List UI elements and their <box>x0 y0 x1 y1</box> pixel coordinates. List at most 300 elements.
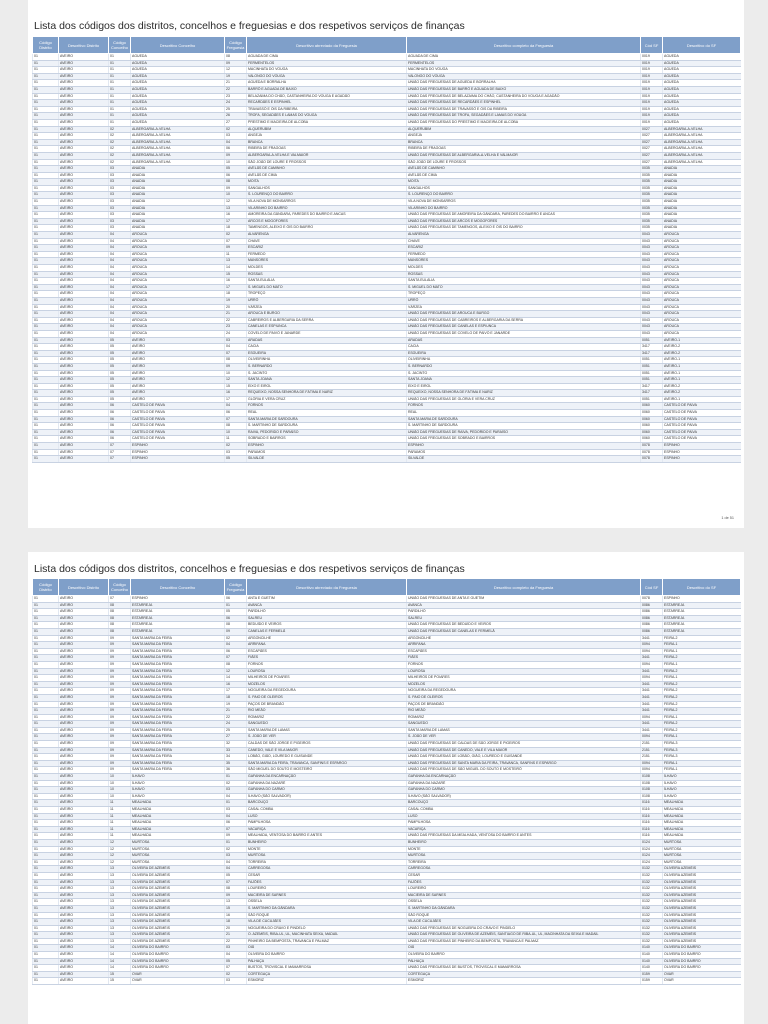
table-cell: AVEIRO <box>59 337 109 344</box>
table-cell: 01 <box>109 67 131 74</box>
table-cell: 01 <box>33 622 59 629</box>
table-row <box>33 284 741 291</box>
table-cell: SANGUEDO <box>247 721 407 728</box>
table-cell: TROFA, SEGADÃES E LAMAS DO VOUGA <box>247 113 407 120</box>
table-cell: 0043 <box>641 232 663 239</box>
table-cell: 0051 <box>641 396 663 403</box>
column-header: Código Distrito <box>33 37 59 54</box>
table-cell: UNIÃO DAS FREGUESIAS DE PINHEIRO DA BEMPOSTA, TRAVANCA E PALMAZ <box>407 938 641 945</box>
document-page-1 <box>28 0 744 528</box>
table-cell: 36 <box>225 767 247 774</box>
table-cell: 0132 <box>641 905 663 912</box>
table-cell: AVEIRO <box>59 807 109 814</box>
table-cell: 0060 <box>641 423 663 430</box>
table-cell: 01 <box>33 602 59 609</box>
table-cell: SANTA MARIA DA FEIRA <box>131 688 225 695</box>
table-cell: S. LOURENÇO DO BAIRRO <box>247 192 407 199</box>
table-cell: 07 <box>225 238 247 245</box>
table-row <box>33 965 741 972</box>
table-cell: 17 <box>225 284 247 291</box>
table-cell: 08 <box>225 622 247 629</box>
table-cell: 10 <box>109 793 131 800</box>
table-cell: FORNOS <box>247 661 407 668</box>
table-cell: 09 <box>109 655 131 662</box>
table-cell: FERMEDO <box>247 251 407 258</box>
table-cell: AVEIRO <box>131 363 225 370</box>
table-cell: 01 <box>33 668 59 675</box>
table-cell: UNIÃO DAS FREGUESIAS DE TRAVASSÔ E ÓIS DA RIBEIRA <box>407 106 641 113</box>
table-cell: 05 <box>109 390 131 397</box>
table-cell: SANTA MARIA DE SARDOURA <box>407 416 641 423</box>
table-row <box>33 839 741 846</box>
table-cell: 0140 <box>641 945 663 952</box>
table-cell: 0035 <box>641 199 663 206</box>
table-row <box>33 199 741 206</box>
table-cell: AVEIRO <box>59 892 109 899</box>
table-cell: 12 <box>109 859 131 866</box>
table-cell: AROUCA <box>663 324 741 331</box>
table-cell: AVEIRO <box>59 357 109 364</box>
table-cell: OLIVEIRINHA <box>247 357 407 364</box>
table-row <box>33 350 741 357</box>
table-cell: AVEIRO <box>59 86 109 93</box>
table-cell: SANTA MARIA DE LAMAS <box>407 727 641 734</box>
table-cell: ROMARIZ <box>407 714 641 721</box>
table-cell: 06 <box>109 423 131 430</box>
table-cell: GAFANHA DA ENCARNAÇÃO <box>407 774 641 781</box>
table-cell: MEALHADA <box>131 826 225 833</box>
table-cell: ANADIA <box>131 212 225 219</box>
table-cell: 01 <box>33 688 59 695</box>
table-cell: 01 <box>33 648 59 655</box>
table-cell: AVEIRO <box>59 661 109 668</box>
table-cell: BRANCA <box>407 139 641 146</box>
table-cell: PARAMOS <box>247 449 407 456</box>
table-cell: 0051 <box>641 370 663 377</box>
table-cell: 0086 <box>641 602 663 609</box>
table-cell: EIXO E EIROL <box>247 383 407 390</box>
table-cell: 01 <box>33 324 59 331</box>
table-cell: MACIEIRA DE SARNES <box>247 892 407 899</box>
table-cell: REQUEIXO, NOSSA SENHORA DE FÁTIMA E NARIZ <box>247 390 407 397</box>
table-cell: 03 <box>109 179 131 186</box>
table-cell: 09 <box>109 681 131 688</box>
table-row <box>33 67 741 74</box>
table-cell: URRÔ <box>407 297 641 304</box>
table-cell: AROUCA <box>663 311 741 318</box>
table-cell: 0116 <box>641 833 663 840</box>
table-cell: 01 <box>33 396 59 403</box>
table-row <box>33 971 741 978</box>
table-cell: 04 <box>109 245 131 252</box>
table-cell: 18 <box>225 225 247 232</box>
table-row <box>33 80 741 87</box>
table-cell: 0035 <box>641 218 663 225</box>
table-cell: ANGEJA <box>407 133 641 140</box>
table-cell: FEIRA-2 <box>663 721 741 728</box>
table-cell: 04 <box>109 258 131 265</box>
table-cell: 0159 <box>641 978 663 985</box>
table-cell: 02 <box>225 780 247 787</box>
table-cell: AVEIRO <box>59 925 109 932</box>
table-cell: FORNOS <box>247 403 407 410</box>
table-cell: 04 <box>225 952 247 959</box>
table-cell: ALBERGARIA-A-VELHA <box>131 152 225 159</box>
table-cell: AVEIRO <box>59 971 109 978</box>
table-row <box>33 106 741 113</box>
table-cell: 01 <box>33 212 59 219</box>
table-cell: UNIÃO DAS FREGUESIAS DE NOGUEIRA DO CRAVO E PINDELO <box>407 925 641 932</box>
table-cell: AVEIRO <box>59 635 109 642</box>
table-cell: 23 <box>225 324 247 331</box>
table-row <box>33 146 741 153</box>
table-cell: AVEIRO <box>59 429 109 436</box>
table-row <box>33 919 741 926</box>
table-cell: ÍLHAVO <box>131 787 225 794</box>
table-cell: OLIVEIRA DO BAIRRO <box>663 958 741 965</box>
table-cell: ANADIA <box>131 166 225 173</box>
table-cell: AGUEDA <box>663 93 741 100</box>
table-cell: MACIEIRA DE SARNES <box>407 892 641 899</box>
table-cell: OLIVEIRA DE AZEMÉIS <box>131 866 225 873</box>
table-cell: 01 <box>33 846 59 853</box>
table-cell: MEALHADA <box>663 820 741 827</box>
table-cell: 13 <box>225 258 247 265</box>
table-row <box>33 859 741 866</box>
table-row <box>33 642 741 649</box>
table-cell: AVEIRO <box>59 754 109 761</box>
table-cell: CANELAS E ESPIUNCA <box>247 324 407 331</box>
table-cell: ANADIA <box>663 199 741 206</box>
table-cell: 0043 <box>641 311 663 318</box>
table-cell: CASTELO DE PAIVA <box>131 410 225 417</box>
table-cell: ALBERGARIA-A-VELHA <box>131 139 225 146</box>
table-cell: 01 <box>33 185 59 192</box>
table-row <box>33 833 741 840</box>
table-cell: 0043 <box>641 324 663 331</box>
table-cell: AVEIRO <box>59 899 109 906</box>
table-cell: CASAL COMBA <box>407 807 641 814</box>
table-row <box>33 93 741 100</box>
table-cell: 0019 <box>641 93 663 100</box>
table-cell: 01 <box>33 225 59 232</box>
table-row <box>33 628 741 635</box>
table-cell: 01 <box>33 390 59 397</box>
table-cell: AVEIRO <box>59 787 109 794</box>
table-cell: 01 <box>33 370 59 377</box>
table-cell: S. MARTINHO DA GÂNDARA <box>407 905 641 912</box>
table-cell: 01 <box>33 278 59 285</box>
table-row <box>33 807 741 814</box>
table-cell: CORTEGAÇA <box>407 971 641 978</box>
table-cell: AVEIRO <box>59 774 109 781</box>
table-cell: AVEIRO <box>59 905 109 912</box>
table-cell: ANADIA <box>131 185 225 192</box>
table-row <box>33 218 741 225</box>
table-cell: AROUCA <box>131 291 225 298</box>
column-header: Descritivo Distrito <box>59 37 109 54</box>
table-cell: PARDILHÓ <box>247 609 407 616</box>
table-cell: ESTARREJA <box>131 615 225 622</box>
table-cell: ALBERGARIA-A-VELHA <box>663 146 741 153</box>
table-cell: AVEIRO <box>59 304 109 311</box>
table-cell: 0027 <box>641 159 663 166</box>
table-cell: AGUEDA <box>663 86 741 93</box>
table-cell: AVEIRO <box>59 225 109 232</box>
table-cell: ESTARREJA <box>131 628 225 635</box>
table-cell: 04 <box>225 866 247 873</box>
table-row <box>33 661 741 668</box>
table-cell: ANADIA <box>663 179 741 186</box>
table-cell: VILA NOVA DE MONSARROS <box>247 199 407 206</box>
table-cell: 0043 <box>641 304 663 311</box>
table-cell: 3441 <box>641 721 663 728</box>
table-cell: 01 <box>109 93 131 100</box>
table-cell: AVEIRO <box>59 708 109 715</box>
table-cell: AGUADA DE CIMA <box>407 54 641 61</box>
table-cell: AVEIRO <box>59 344 109 351</box>
table-cell: FERMENTELOS <box>407 60 641 67</box>
table-row <box>33 100 741 107</box>
table-cell: 35 <box>225 760 247 767</box>
table-cell: ÍLHAVO <box>663 780 741 787</box>
table-cell: AVEIRO <box>59 232 109 239</box>
table-cell: 01 <box>33 701 59 708</box>
table-cell: AVEIRO <box>59 714 109 721</box>
table-row <box>33 800 741 807</box>
table-cell: 01 <box>33 126 59 133</box>
table-cell: 14 <box>109 952 131 959</box>
table-cell: 03 <box>225 853 247 860</box>
table-cell: 01 <box>109 60 131 67</box>
table-cell: 03 <box>109 192 131 199</box>
table-cell: UNIÃO DAS FREGUESIAS DE AMOREIRA DA GÂNDARA, PAREDES DO BAIRRO E ANCAS <box>407 212 641 219</box>
table-row <box>33 760 741 767</box>
table-cell: OVAR <box>131 971 225 978</box>
column-header: Cód SF <box>641 579 663 596</box>
table-cell: OLIVEIRA DE AZEMÉIS <box>131 919 225 926</box>
table-cell: 0094 <box>641 648 663 655</box>
table-row <box>33 648 741 655</box>
table-cell: CASTELO DE PAIVA <box>663 436 741 443</box>
table-cell: S. LOURENÇO DO BAIRRO <box>407 192 641 199</box>
table-cell: 0035 <box>641 192 663 199</box>
table-row <box>33 304 741 311</box>
table-cell: 0019 <box>641 86 663 93</box>
table-cell: TROPEÇO <box>407 291 641 298</box>
table-cell: 05 <box>109 370 131 377</box>
table-cell: 13 <box>109 879 131 886</box>
table-cell: AROUCA <box>663 271 741 278</box>
table-cell: S. JACINTO <box>407 370 641 377</box>
table-cell: 0086 <box>641 609 663 616</box>
table-cell: 01 <box>33 54 59 61</box>
table-row <box>33 271 741 278</box>
table-cell: AVEIRO-1 <box>663 377 741 384</box>
table-cell: REAL <box>247 410 407 417</box>
table-cell: 07 <box>109 443 131 450</box>
table-cell: OLIVEIRA DO BAIRRO <box>131 958 225 965</box>
table-cell: ESPINHO <box>407 443 641 450</box>
table-cell: SILVALDE <box>247 456 407 463</box>
table-cell: AVELÃS DE CAMINHO <box>247 166 407 173</box>
table-cell: ALBERGARIA-A-VELHA <box>663 159 741 166</box>
table-cell: 0132 <box>641 912 663 919</box>
table-cell: 12 <box>109 846 131 853</box>
table-cell: ROSSAS <box>247 271 407 278</box>
table-cell: FEIRA-1 <box>663 767 741 774</box>
table-cell: 01 <box>33 245 59 252</box>
table-cell: UNIÃO DAS FREGUESIAS DE LOBÃO, GIÃO, LOUREDO E GUISANDE <box>407 754 641 761</box>
table-cell: 21 <box>225 932 247 939</box>
table-cell: 01 <box>33 628 59 635</box>
table-body <box>33 54 741 463</box>
table-row <box>33 205 741 212</box>
table-cell: 01 <box>33 258 59 265</box>
table-cell: 01 <box>33 734 59 741</box>
table-cell: UNIÃO DAS FREGUESIAS DE CANELAS E ESPIUNCA <box>407 324 641 331</box>
table-row <box>33 238 741 245</box>
table-cell: CASTELO DE PAIVA <box>663 403 741 410</box>
page-title: Lista dos códigos dos distritos, concelhos e freguesias e dos respetivos serviços de finanças <box>34 20 465 32</box>
table-cell: OLIVEIRA AZEMÉIS <box>663 932 741 939</box>
column-header: Código Freguesia <box>225 579 247 596</box>
table-cell: AVEIRO <box>59 212 109 219</box>
table-row <box>33 278 741 285</box>
table-cell: AGUEDA <box>131 100 225 107</box>
table-row <box>33 443 741 450</box>
table-cell: SANTA MARIA DE SARDOURA <box>247 416 407 423</box>
table-cell: 01 <box>33 609 59 616</box>
table-cell: COVELO DE PAIVÓ E JANARDE <box>247 330 407 337</box>
table-cell: 04 <box>225 344 247 351</box>
table-cell: 14 <box>109 965 131 972</box>
table-cell: CHAVE <box>407 238 641 245</box>
table-cell: 0132 <box>641 892 663 899</box>
table-cell: 09 <box>109 741 131 748</box>
table-cell: AVEIRO <box>59 642 109 649</box>
table-cell: AVEIRO <box>59 938 109 945</box>
table-cell: AVEIRO <box>59 251 109 258</box>
table-cell: AROUCA <box>131 271 225 278</box>
table-cell: ALBERGARIA-A-VELHA <box>131 126 225 133</box>
table-row <box>33 952 741 959</box>
table-cell: 24 <box>225 330 247 337</box>
table-row <box>33 688 741 695</box>
table-cell: MACINHATA DO VOUGA <box>407 67 641 74</box>
table-cell: AVEIRO <box>59 681 109 688</box>
table-cell: AVEIRO <box>59 139 109 146</box>
table-row <box>33 734 741 741</box>
table-cell: 05 <box>109 396 131 403</box>
table-cell: ESPINHO <box>247 443 407 450</box>
table-cell: OLIVEIRA DO BAIRRO <box>407 952 641 959</box>
table-row <box>33 615 741 622</box>
table-cell: ÍLHAVO <box>131 774 225 781</box>
table-cell: 01 <box>33 774 59 781</box>
table-cell: 11 <box>109 826 131 833</box>
table-cell: 06 <box>225 820 247 827</box>
table-cell: MEALHADA <box>131 833 225 840</box>
table-cell: OLIVEIRA DE AZEMÉIS <box>131 925 225 932</box>
table-row <box>33 932 741 939</box>
table-row <box>33 297 741 304</box>
table-row <box>33 212 741 219</box>
table-cell: ESCARIZ <box>407 245 641 252</box>
table-cell: 01 <box>33 813 59 820</box>
table-cell: 06 <box>225 146 247 153</box>
table-cell: CASAL COMBA <box>247 807 407 814</box>
table-cell: 09 <box>109 661 131 668</box>
table-cell: 0035 <box>641 185 663 192</box>
table-cell: AVEIRO <box>59 383 109 390</box>
table-cell: SANGALHOS <box>407 185 641 192</box>
table-cell: 0043 <box>641 251 663 258</box>
table-cell: PRESTIMO E MACIEIRA DE ALCOBA <box>247 119 407 126</box>
table-row <box>33 357 741 364</box>
table-cell: CESAR <box>247 872 407 879</box>
table-cell: NOGUEIRA DA REGEDOURA <box>407 688 641 695</box>
table-cell: AVEIRO <box>59 456 109 463</box>
table-cell: SANTA MARIA DA FEIRA <box>131 655 225 662</box>
table-cell: AVEIRO <box>59 727 109 734</box>
table-row <box>33 899 741 906</box>
table-cell: MOZELOS <box>407 681 641 688</box>
table-cell: VÁRZEA <box>407 304 641 311</box>
table-cell: 04 <box>225 642 247 649</box>
table-cell: 01 <box>33 456 59 463</box>
table-cell: 20 <box>225 925 247 932</box>
table-cell: 06 <box>225 172 247 179</box>
table-cell: 01 <box>33 139 59 146</box>
table-cell: ANADIA <box>663 172 741 179</box>
table-cell: 01 <box>33 350 59 357</box>
table-cell: VÁRZEA <box>247 304 407 311</box>
table-cell: 0078 <box>641 449 663 456</box>
table-cell: 13 <box>109 872 131 879</box>
table-cell: 16 <box>225 390 247 397</box>
table-cell: ALBERGARIA-A-VELHA <box>131 159 225 166</box>
table-cell: ALVARENGA <box>247 232 407 239</box>
table-cell: 0019 <box>641 60 663 67</box>
column-header: Cód SF <box>641 37 663 54</box>
table-cell: AROUCA <box>663 251 741 258</box>
table-cell: UNIÃO DAS FREGUESIAS DE BARRÔ E AGUADA DE BAIXO <box>407 86 641 93</box>
table-header-row <box>33 37 741 54</box>
table-cell: 0132 <box>641 886 663 893</box>
table-cell: 0060 <box>641 436 663 443</box>
table-cell: VALONGO DO VOUGA <box>247 73 407 80</box>
table-cell: 09 <box>109 747 131 754</box>
table-row <box>33 892 741 899</box>
table-cell: 04 <box>109 232 131 239</box>
table-cell: AVEIRO <box>59 93 109 100</box>
table-cell: CORTEGAÇA <box>247 971 407 978</box>
table-cell: 22 <box>225 938 247 945</box>
table-row <box>33 436 741 443</box>
table-cell: ESPINHO <box>663 443 741 450</box>
column-header: Descritivo completo da Freguesia <box>407 579 641 596</box>
table-cell: OLIVEIRA DE AZEMÉIS <box>131 912 225 919</box>
table-cell: AVEIRO-2 <box>663 383 741 390</box>
table-cell: FEIRA-3 <box>663 747 741 754</box>
table-cell: MEALHADA <box>663 826 741 833</box>
table-cell: 0051 <box>641 337 663 344</box>
table-cell: AVEIRO-1 <box>663 370 741 377</box>
table-cell: OLIVEIRA AZEMÉIS <box>663 938 741 945</box>
table-cell: SOBRADO E BAIRROS <box>247 436 407 443</box>
table-cell: S. JOÃO DE VER <box>247 734 407 741</box>
